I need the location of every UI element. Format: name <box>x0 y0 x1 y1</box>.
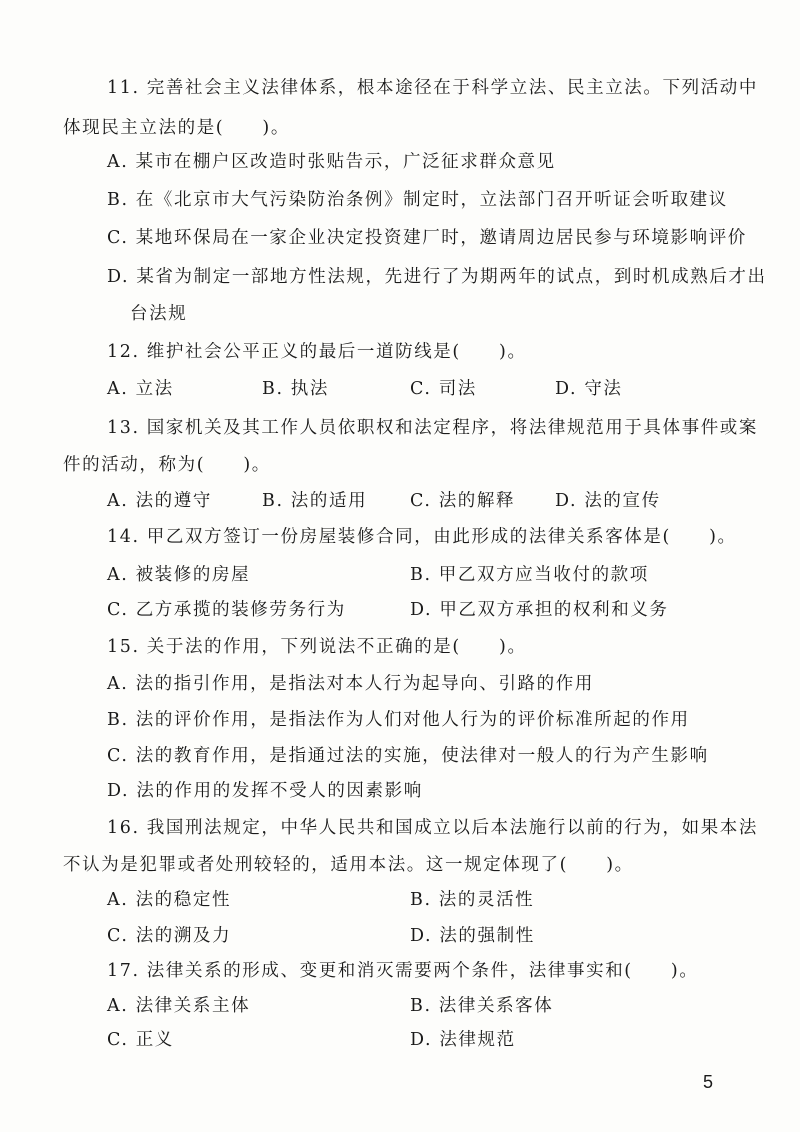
question-stem: 体现民主立法的是( )。 <box>63 118 290 138</box>
option-a: A. 法律关系主体 <box>107 996 251 1016</box>
question-stem: 11. 完善社会主义法律体系，根本途径在于科学立法、民主立法。下列活动中 <box>107 78 758 98</box>
option-b: B. 法的评价作用，是指法作为人们对他人行为的评价标准所起的作用 <box>107 710 690 730</box>
option-a: A. 法的指引作用，是指法对本人行为起导向、引路的作用 <box>107 674 594 694</box>
question-stem: 14. 甲乙双方签订一份房屋装修合同，由此形成的法律关系客体是( )。 <box>107 527 737 547</box>
option-b: B. 在《北京市大气污染防治条例》制定时，立法部门召开听证会听取建议 <box>107 190 728 210</box>
option-b: B. 执法 <box>262 379 329 399</box>
option-d: D. 甲乙双方承担的权利和义务 <box>410 600 669 620</box>
option-d: D. 某省为制定一部地方性法规，先进行了为期两年的试点，到时机成熟后才出 <box>107 267 767 287</box>
option-c: C. 司法 <box>410 379 477 399</box>
question-stem: 13. 国家机关及其工作人员依职权和法定程序，将法律规范用于具体事件或案 <box>107 418 758 438</box>
option-c: C. 法的教育作用，是指通过法的实施，使法律对一般人的行为产生影响 <box>107 746 709 766</box>
option-a: A. 法的稳定性 <box>107 890 232 910</box>
option-b: B. 法律关系客体 <box>410 996 554 1016</box>
option-c: C. 某地环保局在一家企业决定投资建厂时，邀请周边居民参与环境影响评价 <box>107 228 747 248</box>
question-stem: 17. 法律关系的形成、变更和消灭需要两个条件，法律事实和( )。 <box>107 961 699 981</box>
option-d: D. 法律规范 <box>410 1030 516 1050</box>
option-d: D. 法的强制性 <box>410 926 535 946</box>
option-c: C. 正义 <box>107 1030 174 1050</box>
question-stem: 不认为是犯罪或者处刑较轻的，适用本法。这一规定体现了( )。 <box>63 855 634 875</box>
option-d: D. 法的宣传 <box>555 491 661 511</box>
option-b: B. 甲乙双方应当收付的款项 <box>410 565 649 585</box>
option-d-continued: 台法规 <box>130 304 188 324</box>
option-c: C. 乙方承揽的装修劳务行为 <box>107 600 346 620</box>
option-b: B. 法的适用 <box>262 491 368 511</box>
option-a: A. 立法 <box>107 379 174 399</box>
option-c: C. 法的解释 <box>410 491 516 511</box>
option-a: A. 某市在棚户区改造时张贴告示，广泛征求群众意见 <box>107 152 556 172</box>
question-stem: 16. 我国刑法规定，中华人民共和国成立以后本法施行以前的行为，如果本法 <box>107 818 758 838</box>
option-b: B. 法的灵活性 <box>410 890 535 910</box>
question-stem: 15. 关于法的作用，下列说法不正确的是( )。 <box>107 637 527 657</box>
question-stem: 12. 维护社会公平正义的最后一道防线是( )。 <box>107 342 527 362</box>
option-d: D. 守法 <box>555 379 623 399</box>
option-c: C. 法的溯及力 <box>107 926 232 946</box>
option-a: A. 法的遵守 <box>107 491 212 511</box>
option-a: A. 被装修的房屋 <box>107 565 251 585</box>
page-number: 5 <box>703 1072 714 1092</box>
option-d: D. 法的作用的发挥不受人的因素影响 <box>107 781 423 801</box>
question-stem: 件的活动，称为( )。 <box>63 455 271 475</box>
